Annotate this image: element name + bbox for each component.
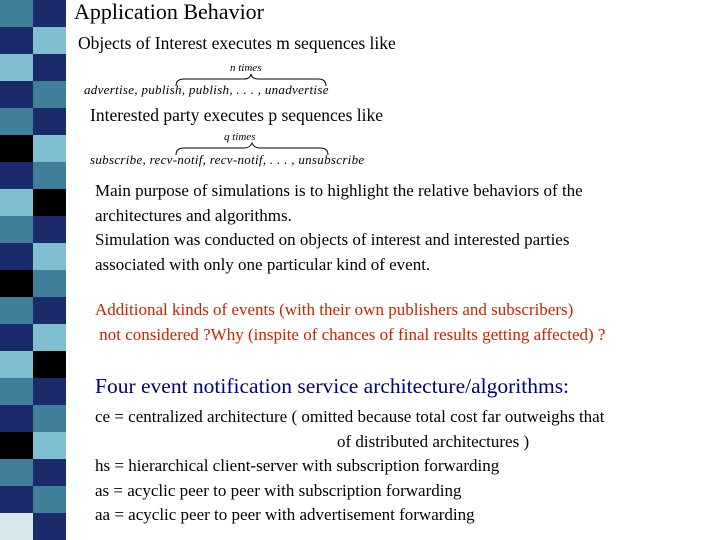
checker-column-left: [0, 0, 33, 540]
checker-cell: [33, 432, 66, 459]
checker-cell: [0, 324, 33, 351]
slide-title: Application Behavior: [74, 0, 265, 24]
publish-brace-label: n times: [230, 62, 262, 74]
publish-sequence-text: advertise, publish, publish, . . . , unadvertise: [84, 82, 329, 97]
checker-cell: [33, 486, 66, 513]
publish-sequence-formula: [84, 60, 434, 98]
checker-cell: [0, 459, 33, 486]
parties-sequence-intro: Interested party executes p sequences like: [90, 105, 383, 125]
checker-cell: [33, 27, 66, 54]
purpose-line: Simulation was conducted on objects of interest and interested parties: [95, 230, 570, 249]
checker-cell: [33, 189, 66, 216]
checker-column-right: [33, 0, 66, 540]
checker-cell: [0, 486, 33, 513]
architectures-heading: Four event notification service architecture/algorithms:: [95, 374, 570, 398]
checker-cell: [0, 270, 33, 297]
architecture-line-as: as = acyclic peer to peer with subscription forwarding: [95, 480, 462, 500]
architecture-line-aa: aa = acyclic peer to peer with advertisement forwarding: [95, 505, 475, 524]
subscribe-brace-label: q times: [224, 131, 256, 143]
checker-cell: [33, 297, 66, 324]
purpose-paragraph: [95, 179, 695, 277]
checker-cell: [0, 243, 33, 270]
checker-cell: [0, 135, 33, 162]
checker-cell: [33, 216, 66, 243]
checker-cell: [0, 189, 33, 216]
checker-cell: [0, 0, 33, 27]
note-line: not considered ?Why (inspite of chances of final results getting affected) ?: [95, 324, 606, 344]
checker-cell: [33, 405, 66, 432]
checker-cell: [0, 108, 33, 135]
architectures-list: [95, 405, 705, 528]
checker-cell: [33, 243, 66, 270]
checker-cell: [33, 270, 66, 297]
subscribe-sequence-formula: [90, 128, 420, 168]
decorative-checker-strip: [0, 0, 66, 540]
checker-cell: [33, 81, 66, 108]
checker-cell: [33, 459, 66, 486]
purpose-line: architectures and algorithms.: [95, 205, 292, 225]
purpose-line: associated with only one particular kind of event.: [95, 254, 431, 274]
checker-cell: [0, 27, 33, 54]
checker-cell: [33, 351, 66, 378]
checker-cell: [0, 405, 33, 432]
checker-cell: [33, 513, 66, 540]
checker-cell: [33, 108, 66, 135]
checker-cell: [0, 513, 33, 540]
architecture-line-ce-continued: of distributed architectures ): [337, 431, 530, 451]
checker-cell: [0, 378, 33, 405]
checker-cell: [33, 378, 66, 405]
architecture-line-ce: ce = centralized architecture ( omitted because total cost far outweighs that: [95, 407, 605, 426]
checker-cell: [0, 432, 33, 459]
objects-sequence-intro: Objects of Interest executes m sequences like: [78, 33, 396, 53]
checker-cell: [33, 54, 66, 81]
checker-cell: [0, 351, 33, 378]
checker-cell: [0, 216, 33, 243]
architecture-line-hs: hs = hierarchical client-server with subscription forwarding: [95, 456, 500, 475]
checker-cell: [33, 324, 66, 351]
checker-cell: [33, 135, 66, 162]
checker-cell: [0, 297, 33, 324]
note-line: Additional kinds of events (with their own publishers and subscribers): [95, 300, 574, 319]
checker-cell: [33, 0, 66, 27]
checker-cell: [0, 162, 33, 189]
checker-cell: [33, 162, 66, 189]
subscribe-sequence-text: subscribe, recv-notif, recv-notif, . . . , unsubscribe: [90, 152, 365, 167]
checker-cell: [0, 81, 33, 108]
purpose-line: Main purpose of simulations is to highlight the relative behaviors of the: [95, 181, 583, 200]
checker-cell: [0, 54, 33, 81]
note-paragraph: [95, 298, 705, 347]
